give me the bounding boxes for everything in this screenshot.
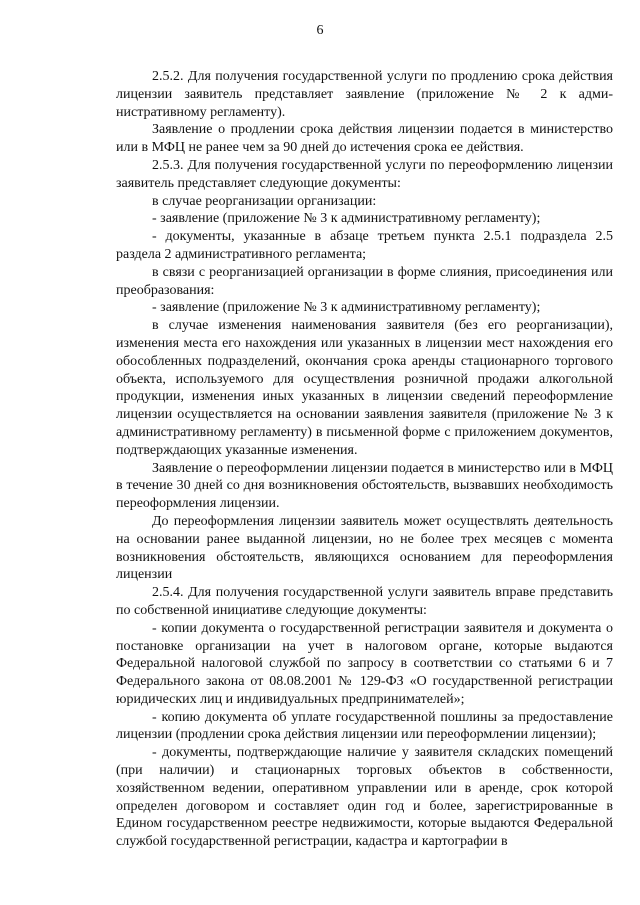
paragraph-reissue-submission: Заявление о переоформлении лицензии подается в министерство или в МФЦ в течение 30 дней со дня возникновения обстоятельств, вызвавших необходимость переоформления лицензии. xyxy=(116,460,613,512)
list-item-fee-payment: - копию документа об уплате государственной пошлины за предоставление лицензии (продлении срока действия лицензии или переоформлении лицензии); xyxy=(116,709,613,743)
list-item-registration-copies: - копии документа о государственной регистрации заявителя и документа о постановке организации на учет в налоговом органе, которые выдаются Федеральной налоговой службой по запросу в соответствии со статьями 6 и 7 Федерального закона от 08.08.2001 № 129-ФЗ «О государственной регистрации юридических лиц и индивидуальных предпринимателей»; xyxy=(116,620,613,707)
document-body xyxy=(116,68,613,851)
paragraph-2-5-3: 2.5.3. Для получения государственной услуги по переоформлению лицензии заявитель представляет следующие документы: xyxy=(116,157,613,191)
paragraph-extension-submission: Заявление о продлении срока действия лицензии подается в министерство или в МФЦ не ранее чем за 90 дней до истечения срока ее действия. xyxy=(116,122,613,156)
paragraph-merger-case: в связи с реорганизацией организации в форме слияния, присоединения или преобразования: xyxy=(116,264,613,298)
list-item-application-3: - заявление (приложение № 3 к административному регламенту); xyxy=(152,211,541,227)
list-item-documents-2-5-1: - документы, указанные в абзаце третьем пункта 2.5.1 подраздела 2.5 раздела 2 административного регламента; xyxy=(116,229,613,262)
paragraph-name-change-case: в случае изменения наименования заявителя (без его реорганизации), изменения места его нахождения или указанных в лицензии мест нахождения его обособленных подразделений, окончания срока аренды стационарного торгового объекта, используемого для осуществления розничной продажи алкогольной продукции, изменения иных указанных в лицензии сведений переоформление лицензии осуществляется на основании заявления заявителя (приложение № 3 к административному регламенту) в письменной форме с приложением документов, подтверждающих указанные изменения. xyxy=(116,318,613,458)
list-item-application-3-second: - заявление (приложение № 3 к административному регламенту); xyxy=(152,300,541,316)
paragraph-2-5-4: 2.5.4. Для получения государственной услуги заявитель вправе представить по собственной инициативе следующие документы: xyxy=(116,585,613,618)
paragraph-2-5-2: 2.5.2. Для получения государственной услуги по продлению срока действия лицензии заявитель представляет заявление (приложение № 2 к административному регламенту). xyxy=(116,69,613,120)
paragraph-reorganization-case: в случае реорганизации организации: xyxy=(152,193,377,209)
page-number: 6 xyxy=(316,23,324,38)
list-item-storage-documents: - документы, подтверждающие наличие у заявителя складских помещений (при наличии) и стационарных торговых объектов в собственности, хозяйственном ведении, оперативном управлении или в аренде, срок которой определен договором и составляет один год и более, зарегистрированные в Едином государственном реестре недвижимости, которые выдаются Федеральной службой государственной регистрации, кадастра и картографии в xyxy=(116,745,613,850)
paragraph-before-reissue: До переоформления лицензии заявитель может осуществлять деятельность на основании ранее выданной лицензии, но не более трех месяцев с момента возникновения обстоятельств, являющихся основанием для переоформления лицензии xyxy=(116,513,613,583)
